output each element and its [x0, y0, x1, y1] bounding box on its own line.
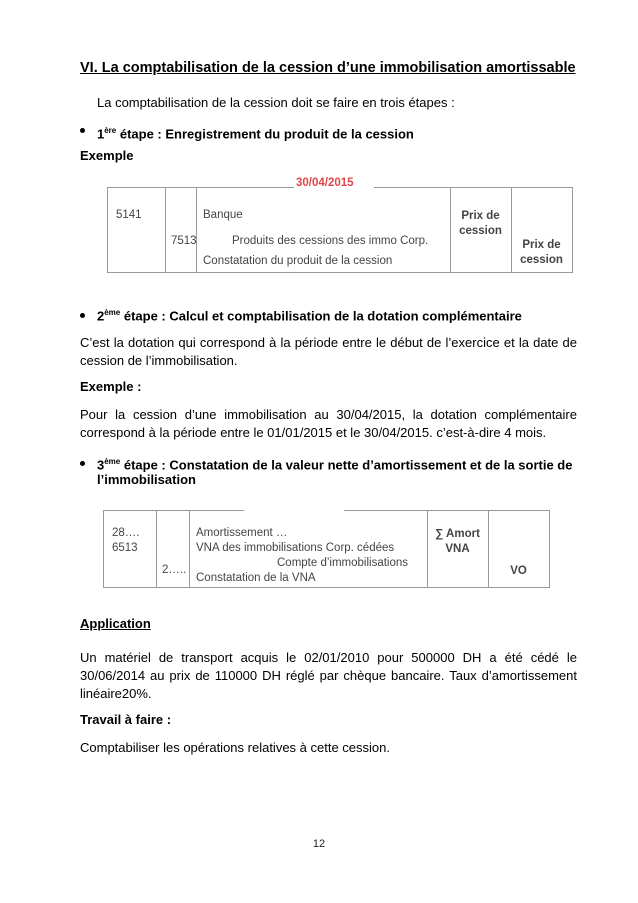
journal2-line-2: VNA des immobilisations Corp. cédées [196, 542, 395, 554]
exemple1-label: Exemple [80, 148, 134, 163]
journal-entry-1 [107, 177, 573, 273]
paragraph-2b: cession de l’immobilisation. [80, 353, 238, 368]
exemple2-label: Exemple : [80, 379, 142, 394]
bullet-icon [80, 313, 85, 318]
journal2-debit-amount: ∑ Amort VNA [435, 528, 480, 555]
journal-entry-2 [103, 510, 550, 588]
travail-heading: Travail à faire : [80, 712, 172, 727]
journal1-credit-label: Produits des cessions des immo Corp. [232, 235, 429, 247]
step3-heading-line2: l’immobilisation [97, 472, 196, 487]
journal2-line-1: Amortissement … [196, 527, 288, 539]
paragraph-2a: C’est la dotation qui correspond à la période entre le début de l’exercice et la date de [80, 335, 577, 350]
journal2-account-1: 28…. [112, 527, 140, 539]
journal2-line-4: Constatation de la VNA [196, 572, 316, 584]
section-title: VI. La comptabilisation de la cession d’une immobilisation amortissable [80, 60, 576, 76]
application-text-a: Un matériel de transport acquis le 02/01/2010 pour 500000 DH a été cédé le [80, 650, 577, 665]
step2-heading: 2ème étape : Calcul et comptabilisation de la dotation complémentaire [97, 308, 522, 324]
journal1-debit-label: Banque [203, 209, 243, 221]
application-heading: Application [80, 616, 151, 631]
journal1-date: 30/04/2015 [296, 177, 354, 189]
application-text-b: 30/06/2014 au prix de 110000 DH réglé par chèque bancaire. Taux d’amortissement [80, 668, 577, 683]
application-text-c: linéaire20%. [80, 686, 152, 701]
travail-text: Comptabiliser les opérations relatives à cette cession. [80, 740, 390, 755]
intro-text: La comptabilisation de la cession doit se faire en trois étapes : [97, 95, 455, 110]
journal2-account-3: 2….. [162, 564, 187, 576]
step3-heading: 3ème étape : Constatation de la valeur nette d’amortissement et de la sortie de [97, 457, 573, 473]
journal1-credit-amount: Prix de cession [520, 239, 563, 266]
journal2-line-3: Compte d’immobilisations [277, 557, 409, 569]
paragraph-3a: Pour la cession d’une immobilisation au 30/04/2015, la dotation complémentaire [80, 407, 577, 422]
bullet-icon [80, 461, 85, 466]
journal1-description: Constatation du produit de la cession [203, 255, 393, 267]
journal1-credit-account: 7513 [171, 235, 197, 247]
paragraph-3b: correspond à la période entre le 01/01/2015 et le 30/04/2015. c’est-à-dire 4 mois. [80, 425, 547, 440]
page-number: 12 [312, 838, 326, 850]
journal2-credit-amount: VO [510, 565, 527, 577]
journal1-debit-amount: Prix de cession [459, 210, 502, 237]
journal1-debit-account: 5141 [116, 209, 142, 221]
step1-heading: 1ère étape : Enregistrement du produit de la cession [97, 126, 414, 142]
bullet-icon [80, 128, 85, 133]
journal2-account-2: 6513 [112, 542, 138, 554]
